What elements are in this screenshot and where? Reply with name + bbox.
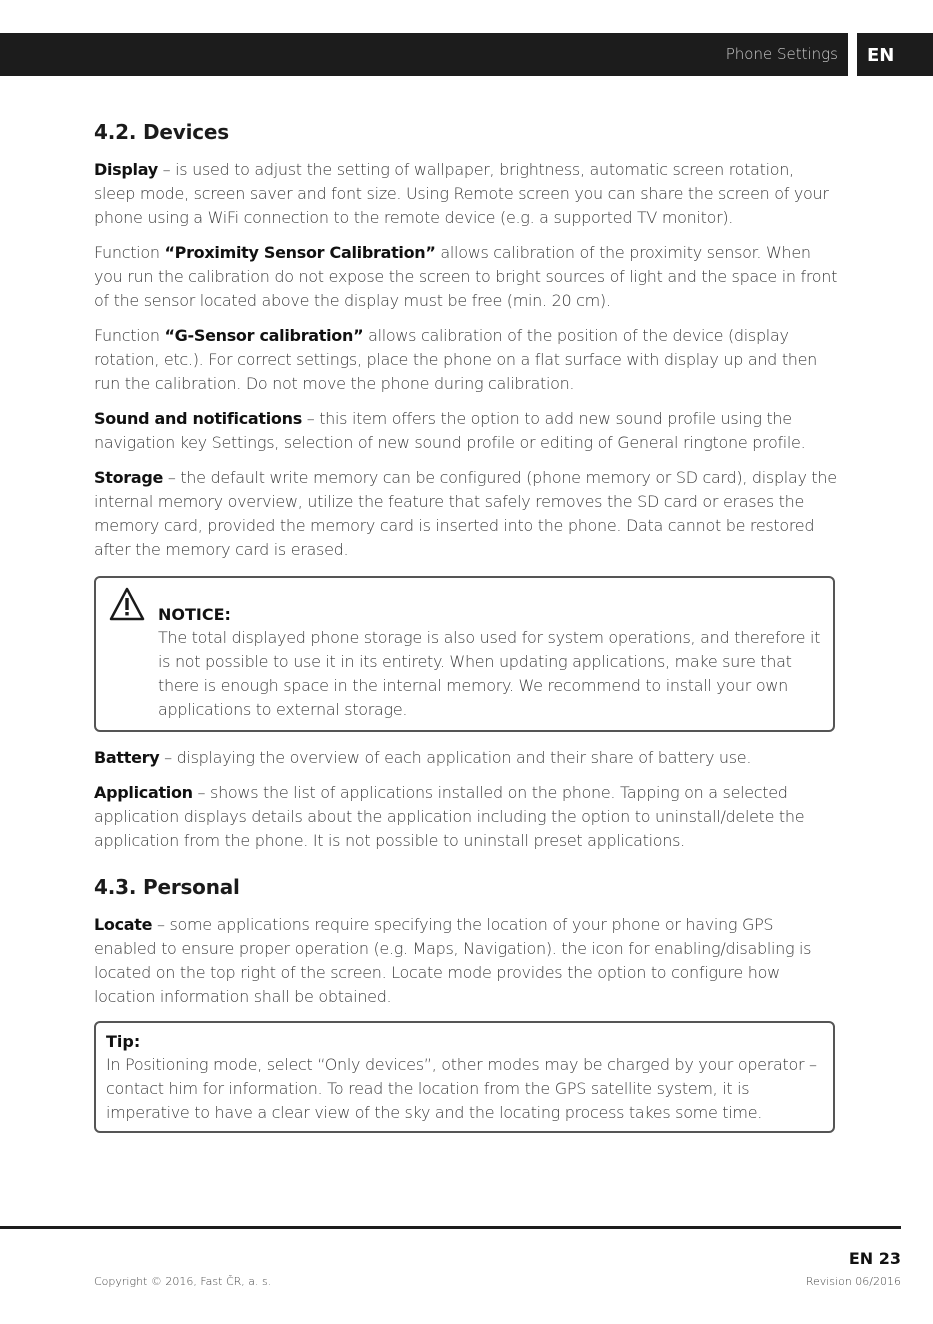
copyright: Copyright © 2016, Fast ČR, a. s.	[94, 1275, 272, 1288]
prefix-gsensor: Function	[94, 326, 165, 345]
term-display: Display	[94, 160, 158, 179]
paragraph-display	[94, 158, 839, 230]
language-badge: EN	[857, 33, 933, 76]
paragraph-locate	[94, 913, 839, 1009]
term-locate: Locate	[94, 915, 153, 934]
term-proximity: “Proximity Sensor Calibration”	[164, 243, 436, 262]
warning-triangle-icon	[108, 586, 146, 626]
tip-title: Tip:	[106, 1032, 141, 1051]
section-heading-personal: 4.3. Personal	[94, 875, 240, 899]
revision: Revision 06/2016	[805, 1275, 901, 1288]
term-battery: Battery	[94, 748, 160, 767]
paragraph-gsensor	[94, 324, 839, 396]
text-display: – is used to adjust the setting of wallpaper, brightness, automatic screen rotation, sleep mode, screen saver and font size. Using Remote screen you can share the screen of your phone using a WiFi connection to the remote device (e.g. a supported TV monitor).	[94, 160, 829, 227]
footer-rule	[0, 1226, 901, 1229]
text-locate: – some applications require specifying the location of your phone or having GPS enabled to ensure proper operation (e.g. Maps, Navigation). the icon for enabling/disabling is located on the top right of the screen. Locate mode provides the option to configure how location information shall be obtained.	[94, 915, 812, 1006]
text-sound: – this item offers the option to add new sound profile using the navigation key Settings, selection of new sound profile or editing of General ringtone profile.	[94, 409, 806, 452]
text-battery: – displaying the overview of each application and their share of battery use.	[159, 748, 752, 767]
prefix-proximity: Function	[94, 243, 165, 262]
text-gsensor: allows calibration of the position of the device (display rotation, etc.). For correct settings, place the phone on a flat surface with display up and then run the calibration. Do not move the phone during calibration.	[94, 326, 818, 393]
paragraph-sound	[94, 407, 839, 455]
text-storage: – the default write memory can be configured (phone memory or SD card), display the internal memory overview, utilize the feature that safely removes the SD card or erases the memory card, provided the memory card is inserted into the phone. Data cannot be restored after the memory card is erased.	[94, 468, 837, 559]
notice-title: NOTICE:	[158, 605, 231, 624]
paragraph-storage	[94, 466, 839, 562]
section-heading-devices: 4.2. Devices	[94, 120, 229, 144]
page-number: EN 23	[848, 1249, 901, 1268]
text-proximity: allows calibration of the proximity sensor. When you run the calibration do not expose the screen to bright sources of light and the space in front of the sensor located above the display must be free (min. 20 cm).	[94, 243, 838, 310]
paragraph-proximity	[94, 241, 839, 313]
notice-box	[94, 576, 835, 732]
tip-box	[94, 1021, 835, 1133]
notice-text: The total displayed phone storage is also used for system operations, and therefore it is not possible to use it in its entirety. When updating applications, make sure that there is enough space in the internal memory. We recommend to install your own applications to external storage.	[158, 628, 821, 719]
text-application: – shows the list of applications installed on the phone. Tapping on a selected application displays details about the application including the option to uninstall/delete the application from the phone. It is not possible to uninstall preset applications.	[94, 783, 805, 850]
tip-text: In Positioning mode, select “Only devices”, other modes may be charged by your operator – contact him for information. To read the location from the GPS satellite system, it is imperative to have a clear view of the sky and the locating process takes some time.	[106, 1055, 817, 1122]
page-content	[94, 120, 839, 1133]
term-storage: Storage	[94, 468, 164, 487]
term-application: Application	[94, 783, 193, 802]
term-gsensor: “G-Sensor calibration”	[164, 326, 364, 345]
paragraph-application	[94, 781, 839, 853]
header-bar	[0, 33, 848, 76]
term-sound: Sound and notifications	[94, 409, 302, 428]
paragraph-battery	[94, 746, 839, 770]
header-title: Phone Settings	[725, 45, 838, 63]
